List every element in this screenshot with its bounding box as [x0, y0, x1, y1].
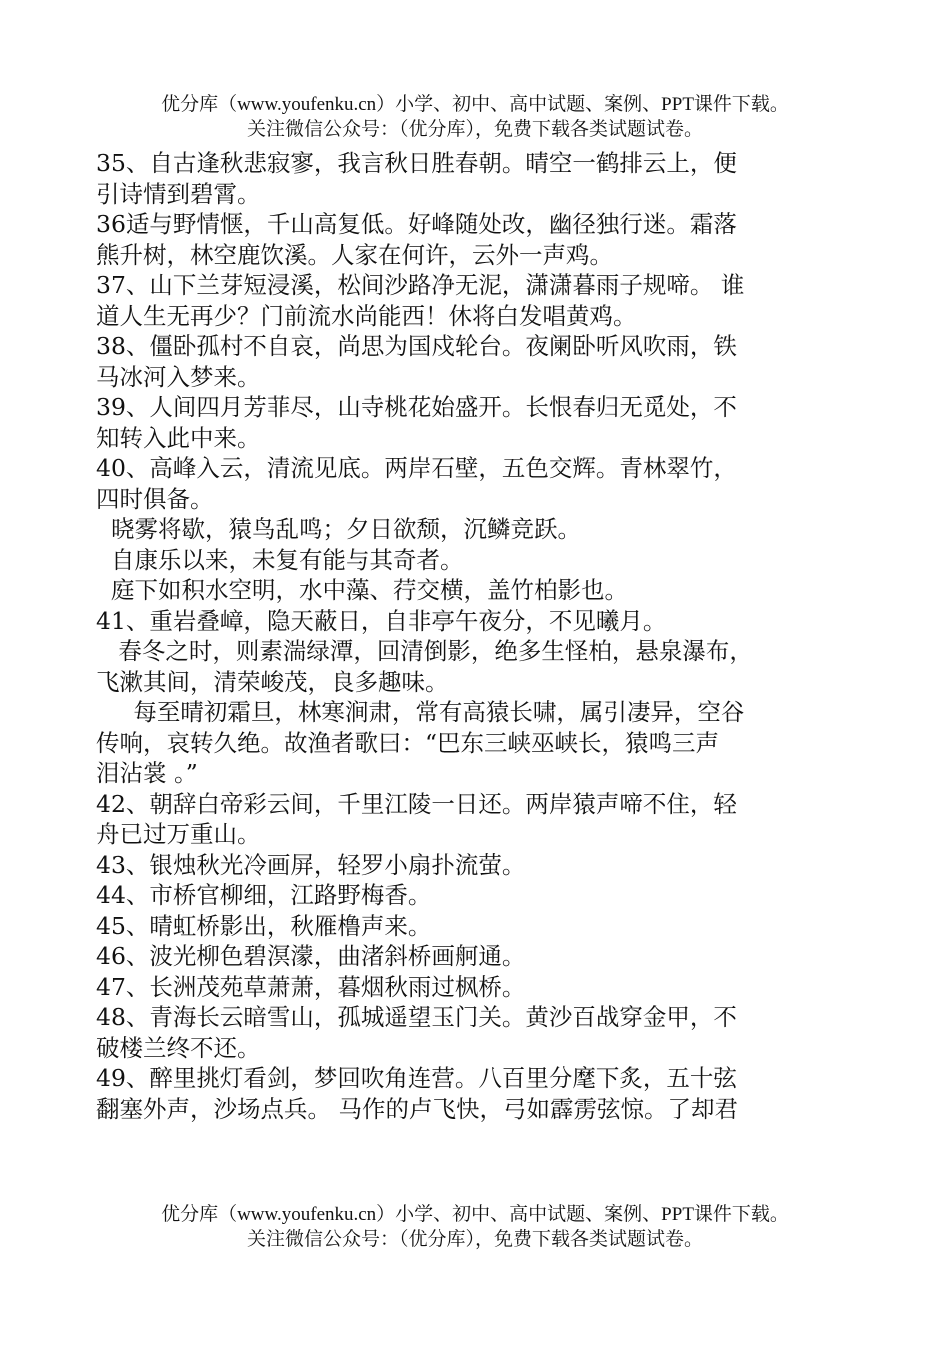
- text-line: 破楼兰终不还。: [96, 1033, 261, 1062]
- text-line: 49、醉里挑灯看剑，梦回吹角连营。八百里分麾下炙，五十弦: [96, 1064, 737, 1092]
- header-line-1: 优分库（www.youfenku.cn）小学、初中、高中试题、案例、PPT课件下载。: [161, 94, 789, 115]
- text-line: 43、银烛秋光冷画屏，轻罗小扇扑流萤。: [96, 850, 526, 879]
- text-line: 36适与野情惬，千山高复低。好峰随处改，幽径独行迷。霜落: [96, 210, 737, 238]
- text-line: 40、高峰入云，清流见底。两岸石壁，五色交辉。青林翠竹，: [96, 454, 737, 482]
- text-line: 庭下如积水空明，水中藻、荇交横，盖竹柏影也。: [96, 576, 628, 604]
- text-line: 42、朝辞白帝彩云间，千里江陵一日还。两岸猿声啼不住，轻: [96, 789, 737, 818]
- text-line: 46、波光柳色碧溟濛，曲渚斜桥画舸通。: [96, 942, 526, 970]
- text-line: 道人生无再少？门前流水尚能西！休将白发唱黄鸡。: [96, 301, 637, 330]
- footer-line-2: 关注微信公众号：（优分库），免费下载各类试题试卷。: [246, 1229, 703, 1250]
- text-line: 45、晴虹桥影出，秋雁橹声来。: [96, 911, 432, 940]
- text-line: 47、长洲茂苑草萧萧，暮烟秋雨过枫桥。: [96, 972, 526, 1001]
- text-line: 翻塞外声，沙场点兵。 马作的卢飞快，弓如霹雳弦惊。了却君: [96, 1094, 738, 1123]
- text-line: 37、山下兰芽短浸溪，松间沙路净无泥，潇潇暮雨子规啼。 谁: [96, 271, 745, 299]
- text-line: 知转入此中来。: [96, 423, 261, 452]
- header-line-2: 关注微信公众号：（优分库），免费下载各类试题试卷。: [246, 119, 703, 140]
- text-line: 舟已过万重山。: [96, 820, 261, 848]
- text-line: 传响，哀转久绝。故渔者歌曰：“巴东三峡巫峡长，猿鸣三声: [96, 728, 720, 757]
- text-line: 每至晴初霜旦，林寒涧肃，常有高猿长啸，属引凄异，空谷: [96, 698, 745, 726]
- text-line: 48、青海长云暗雪山，孤城遥望玉门关。黄沙百战穿金甲，不: [96, 1003, 737, 1031]
- text-line: 飞漱其间，清荣峻茂，良多趣味。: [96, 667, 449, 696]
- page-footer: [0, 1202, 950, 1252]
- text-line: 44、市桥官柳细，江路野梅香。: [96, 881, 432, 909]
- page-header: [0, 92, 950, 142]
- text-line: 39、人间四月芳菲尽，山寺桃花始盛开。长恨春归无觅处，不: [96, 393, 737, 421]
- text-line: 春冬之时，则素湍绿潭，回清倒影，绝多生怪柏，悬泉瀑布，: [96, 637, 753, 665]
- text-line: 四时俱备。: [96, 484, 214, 513]
- text-line: 35、自古逢秋悲寂寥，我言秋日胜春朝。晴空一鹤排云上，便: [96, 149, 737, 177]
- text-line: 马冰河入梦来。: [96, 362, 261, 391]
- document-body: [96, 148, 862, 1124]
- text-line: 自康乐以来，未复有能与其奇者。: [96, 545, 464, 574]
- footer-line-1: 优分库（www.youfenku.cn）小学、初中、高中试题、案例、PPT课件下载。: [161, 1204, 789, 1225]
- text-line: 泪沾裳 。”: [96, 759, 198, 787]
- text-line: 41、重岩叠嶂，隐天蔽日，自非亭午夜分，不见曦月。: [96, 606, 667, 635]
- text-line: 引诗情到碧霄。: [96, 179, 261, 208]
- text-line: 晓雾将歇，猿鸟乱鸣；夕日欲颓，沉鳞竞跃。: [96, 515, 581, 543]
- text-line: 38、僵卧孤村不自哀，尚思为国戍轮台。夜阑卧听风吹雨，铁: [96, 332, 737, 360]
- text-line: 熊升树，林空鹿饮溪。人家在何许，云外一声鸡。: [96, 240, 613, 269]
